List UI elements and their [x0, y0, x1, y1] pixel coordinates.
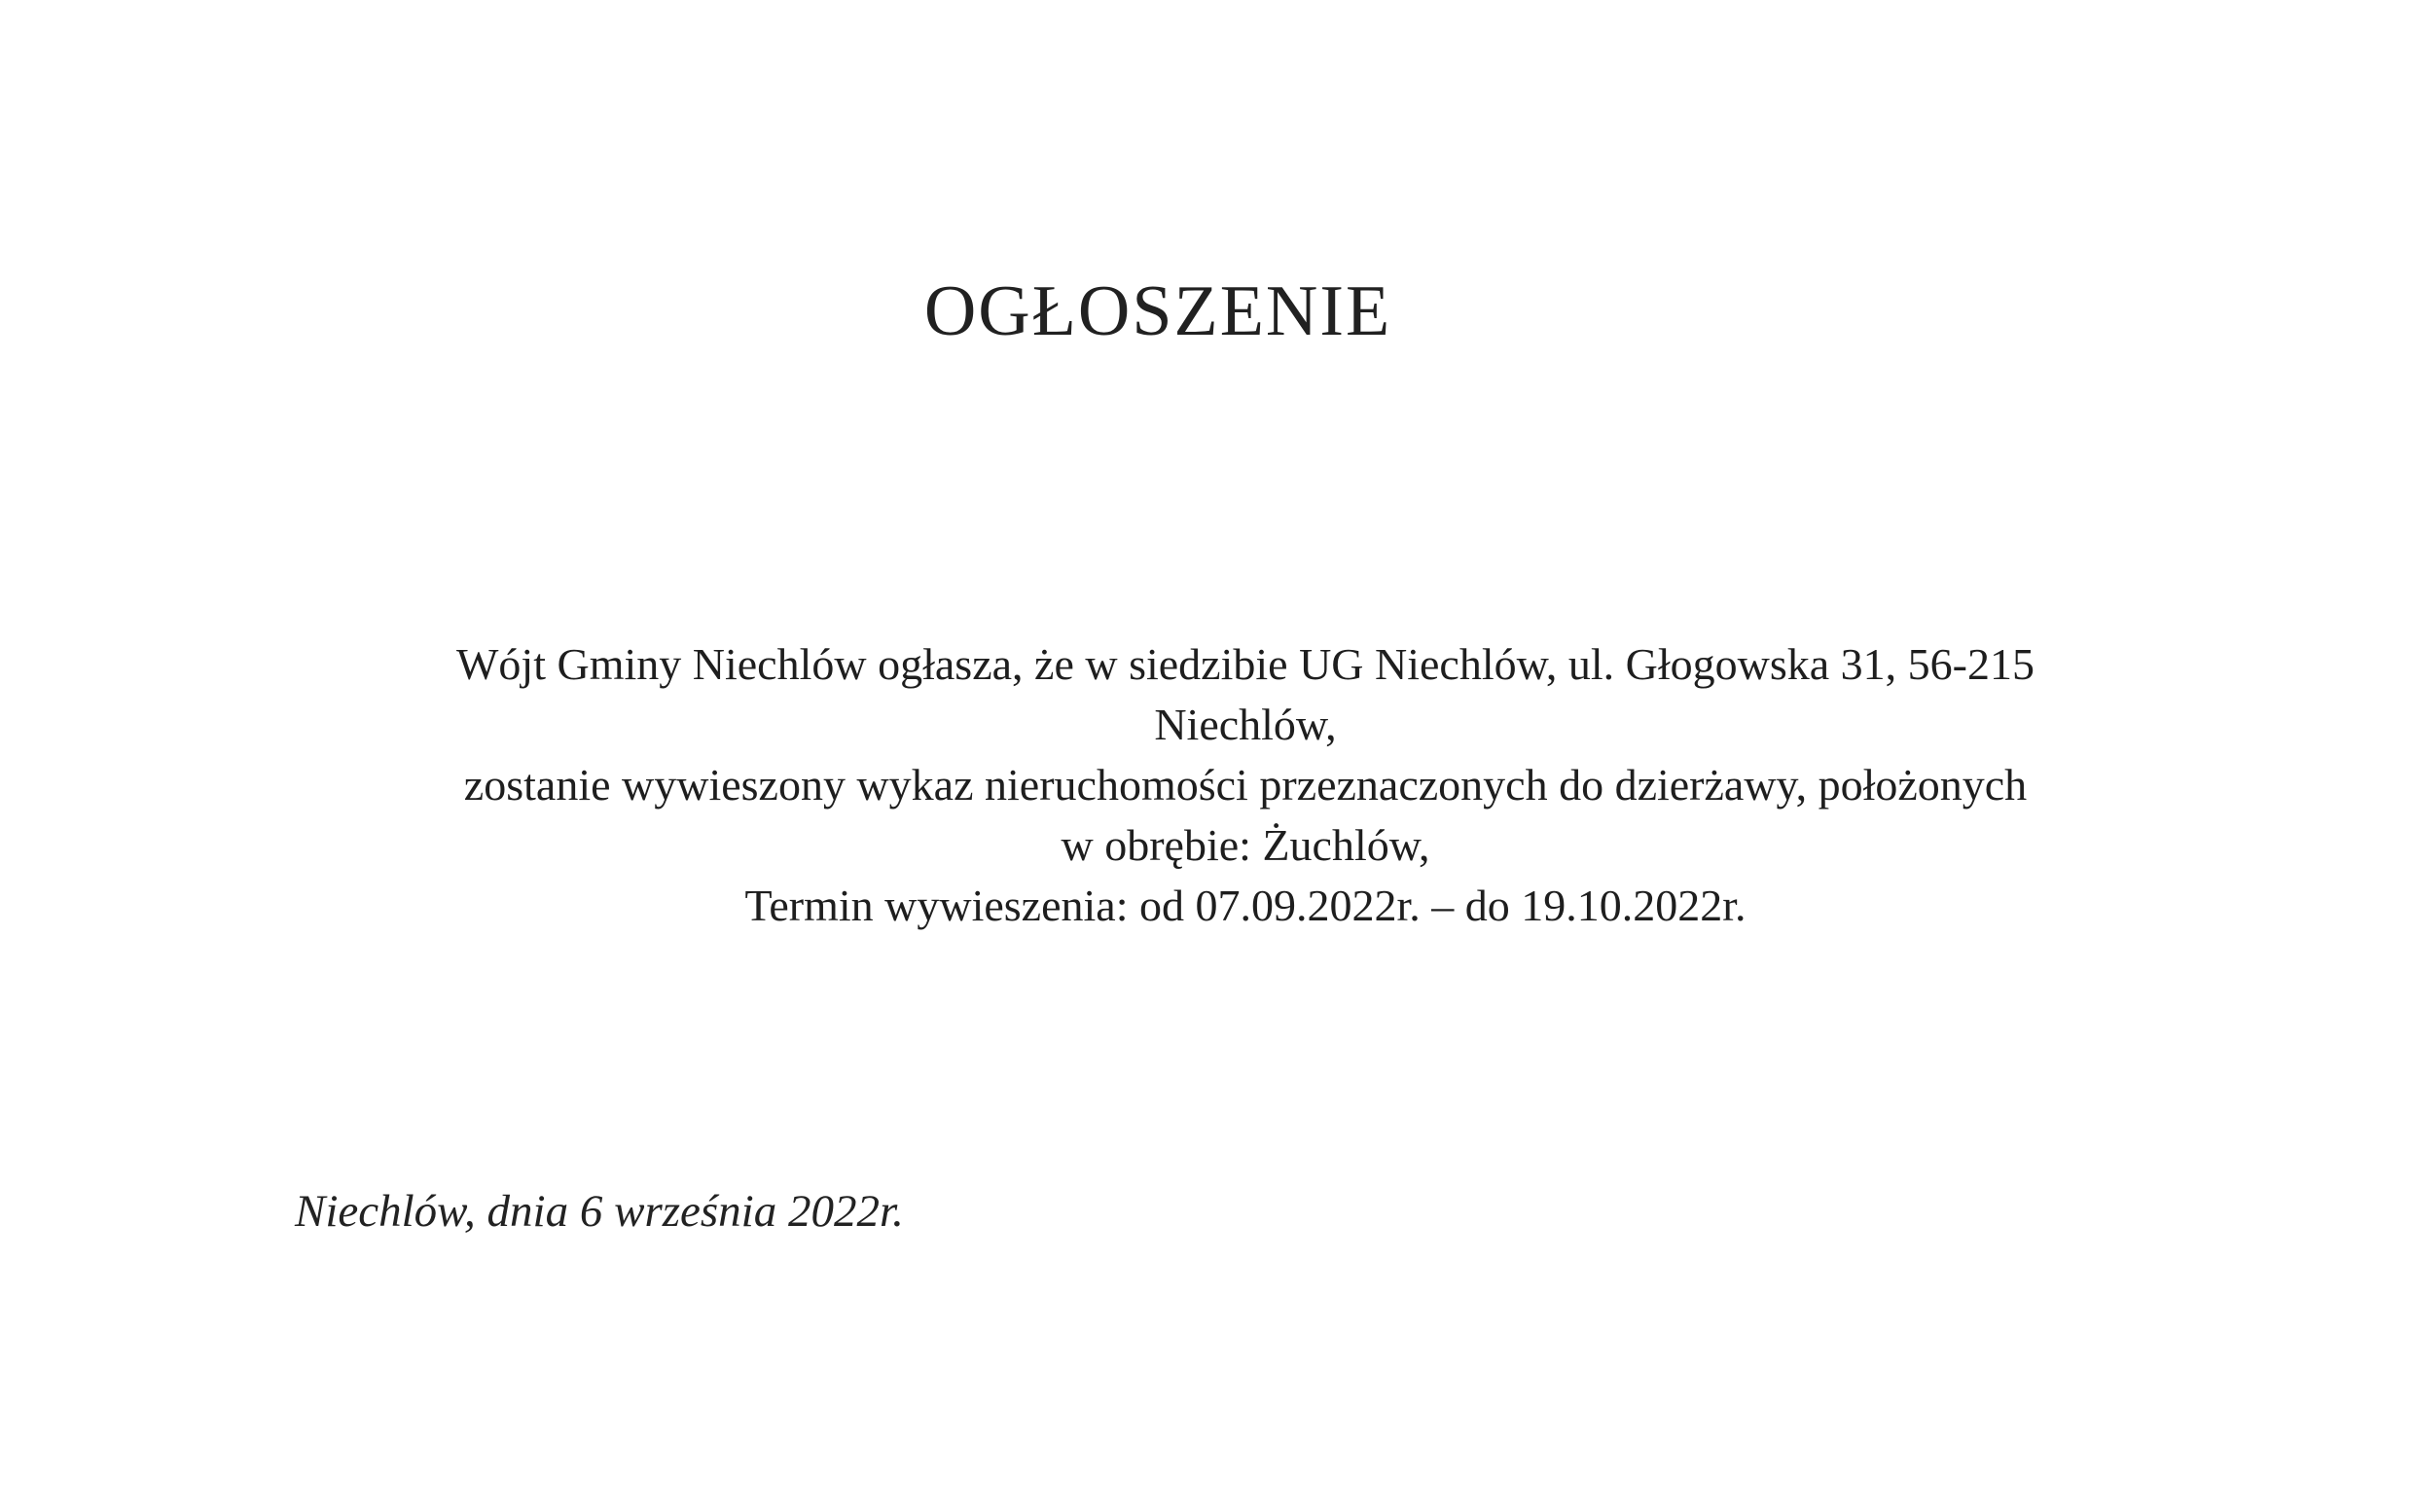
body-line-3: zostanie wywieszony wykaz nieruchomości przeznaczonych do dzierżawy, położonych: [463, 760, 2028, 810]
announcement-body: [321, 634, 2170, 936]
body-line-5: Termin wywieszenia: od 07.09.2022r. – do 19.10.2022r.: [744, 881, 1747, 930]
body-line-4: w obrębie: Żuchlów,: [1061, 820, 1430, 870]
announcement-title: OGŁOSZENIE: [923, 271, 1392, 351]
body-line-1: Wójt Gminy Niechlów ogłasza, że w siedzibie UG Niechlów, ul. Głogowska 31, 56-215: [456, 639, 2035, 689]
body-line-2: Niechlów,: [1154, 700, 1337, 749]
place-and-date-line: Niechlów, dnia 6 września 2022r.: [295, 1186, 904, 1237]
